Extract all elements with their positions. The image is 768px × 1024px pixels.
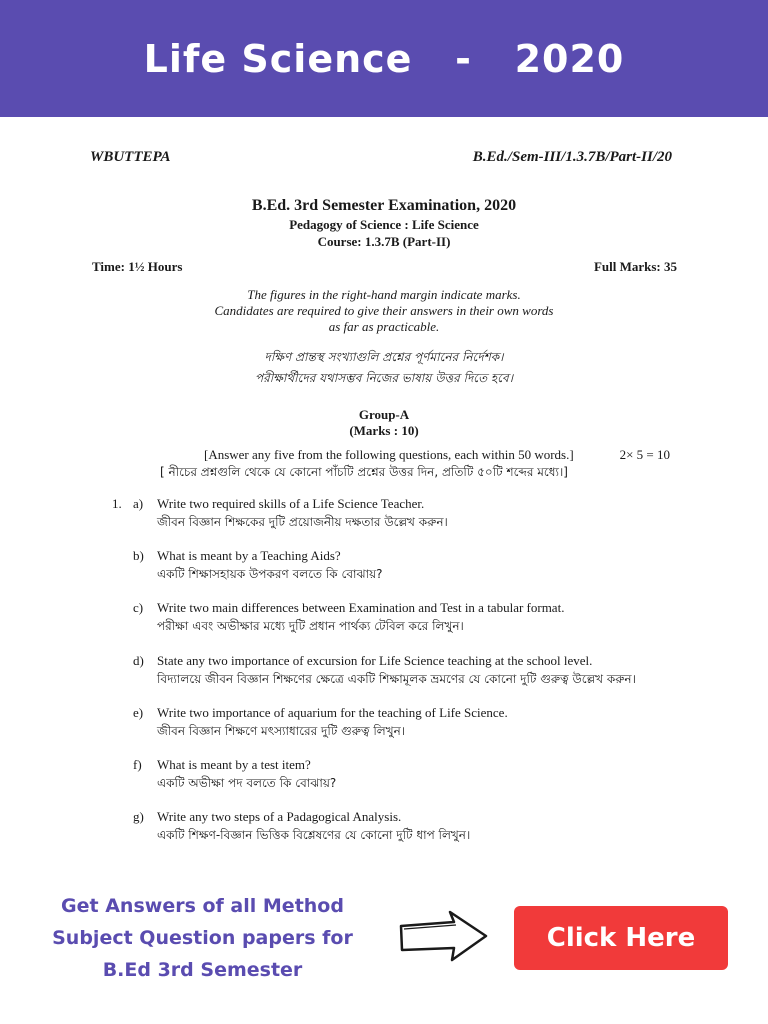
question-label: g) — [133, 809, 144, 824]
exam-title: B.Ed. 3rd Semester Examination, 2020 — [251, 197, 517, 214]
promo-line: Get Answers of all Method — [61, 895, 344, 917]
question-bengali: পরীক্ষা এবং অভীক্ষার মধ্যে দুটি প্রধান পার্থক্য টেবিল করে লিখুন। — [157, 619, 464, 633]
promo-line: Subject Question papers for — [52, 927, 353, 949]
question-bengali: জীবন বিজ্ঞান শিক্ষণে মৎস্যাধারের দুটি গুরুত্ব লিখুন। — [157, 724, 406, 738]
instruction-line: The figures in the right-hand margin indicate marks. — [247, 287, 521, 302]
promo-line: B.Ed 3rd Semester — [102, 959, 303, 981]
question-item — [133, 757, 336, 795]
banner-title: Life Science - 2020 — [143, 36, 625, 81]
instruction-line: পরীক্ষার্থীদের যথাসম্ভব নিজের ভাষায় উত্তর দিতে হবে। — [255, 371, 513, 385]
question-number: 1. — [112, 496, 122, 511]
question-bengali: একটি অভীক্ষা পদ বলতে কি বোঝায়? — [157, 776, 337, 790]
click-here-button[interactable]: Click Here — [514, 906, 728, 970]
question-item — [133, 496, 448, 534]
question-paper — [0, 117, 768, 877]
question-bengali: বিদ্যালয়ে জীবন বিজ্ঞান শিক্ষণের ক্ষেত্রে একটি শিক্ষামূলক ভ্রমণের যে কোনো দুটি গুরুত্ব উল্লেখ করুন। — [157, 672, 636, 686]
exam-time: Time: 1½ Hours — [92, 259, 183, 274]
paper-code: B.Ed./Sem-III/1.3.7B/Part-II/20 — [472, 149, 672, 165]
question-label: f) — [133, 757, 142, 772]
question-english: Write two required skills of a Life Science Teacher. — [157, 496, 425, 511]
right-arrow-icon — [398, 908, 490, 964]
group-name: Group-A — [358, 407, 410, 422]
exam-subject: Pedagogy of Science : Life Science — [289, 217, 479, 232]
instruction-line: দক্ষিণ প্রান্তস্থ সংখ্যাগুলি প্রশ্নের পূর্ণমানের নির্দেশক। — [264, 350, 504, 364]
question-item — [133, 809, 470, 847]
question-label: a) — [133, 496, 144, 511]
question-item — [133, 705, 508, 743]
question-item — [133, 548, 383, 586]
instructions-english — [0, 287, 768, 335]
instructions-bengali — [0, 347, 768, 389]
question-label: e) — [133, 705, 144, 720]
full-marks: Full Marks: 35 — [593, 259, 677, 274]
question-label: b) — [133, 548, 144, 563]
group-heading — [0, 407, 768, 439]
question-english: Write two main differences between Examination and Test in a tabular format. — [157, 600, 565, 615]
question-bengali: জীবন বিজ্ঞান শিক্ষকের দুটি প্রয়োজনীয় দক্ষতার উল্লেখ করুন। — [157, 515, 448, 529]
question-english: State any two importance of excursion for Life Science teaching at the school level. — [157, 653, 593, 668]
question-english: Write two importance of aquarium for the teaching of Life Science. — [157, 705, 508, 720]
group-marks: (Marks : 10) — [349, 423, 419, 438]
instruction-line: as far as practicable. — [328, 319, 440, 334]
question-label: d) — [133, 653, 144, 668]
question-english: What is meant by a Teaching Aids? — [157, 548, 341, 563]
question-english: What is meant by a test item? — [157, 757, 311, 772]
instruction-line: Candidates are required to give their answers in their own words — [214, 303, 554, 318]
question-english: Write any two steps of a Padagogical Analysis. — [157, 809, 402, 824]
promo-text — [30, 890, 375, 986]
university-code: WBUTTEPA — [90, 149, 171, 165]
question-item — [133, 600, 564, 638]
title-banner — [0, 0, 768, 117]
exam-course: Course: 1.3.7B (Part-II) — [317, 234, 451, 249]
question-label: c) — [133, 600, 144, 615]
question-item — [133, 653, 636, 691]
answer-marks: 2× 5 = 10 — [619, 447, 670, 462]
question-bengali: একটি শিক্ষাসহায়ক উপকরণ বলতে কি বোঝায়? — [157, 567, 383, 581]
answer-instruction-bengali: [ নীচের প্রশ্নগুলি থেকে যে কোনো পাঁচটি প্রশ্নের উত্তর দিন, প্রতিটি ৫০টি শব্দের মধ্যে।] — [160, 465, 568, 479]
answer-instruction-english: [Answer any five from the following questions, each within 50 words.] — [204, 447, 574, 462]
question-bengali: একটি শিক্ষণ-বিজ্ঞান ভিত্তিক বিশ্লেষণের যে কোনো দুটি ধাপ লিখুন। — [157, 828, 471, 842]
